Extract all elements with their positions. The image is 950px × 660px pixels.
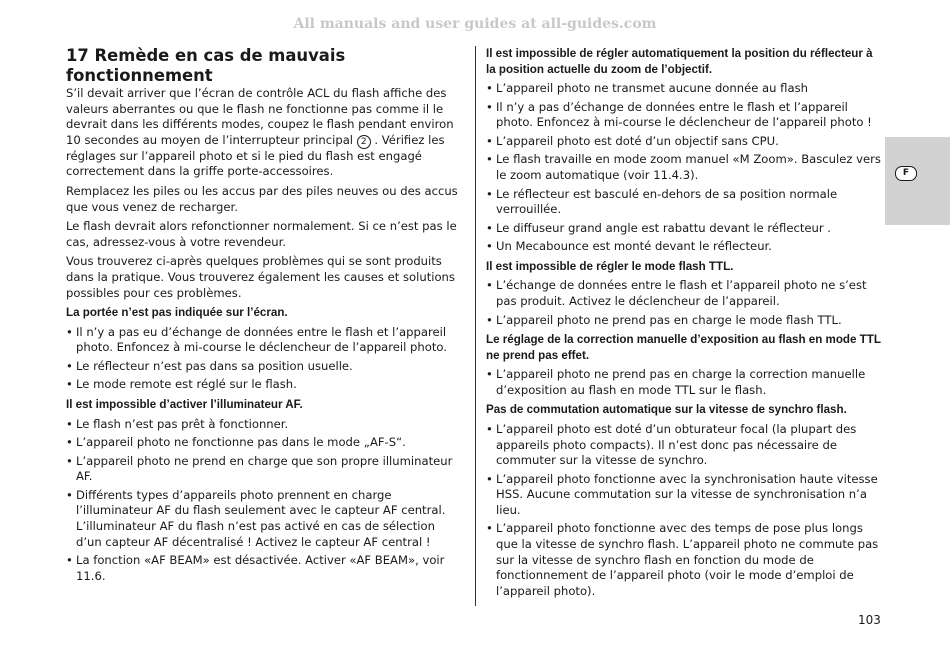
bullet-list — [486, 81, 882, 255]
list-item: • Le mode remote est réglé sur le flash. — [66, 377, 464, 393]
left-column — [66, 46, 464, 587]
intro-paragraph: Vous trouverez ci-après quelques problèmes qui se sont produits dans la pratique. Vous trouverez également les causes et solutions possibles pour ces problèmes. — [66, 254, 455, 300]
list-item: • Le flash n’est pas prêt à fonctionner. — [66, 417, 464, 433]
watermark: All manuals and user guides at all-guides.com — [293, 16, 657, 32]
list-item: • L’appareil photo fonctionne avec la synchronisation haute vitesse HSS. Aucune commutation sur la vitesse de synchronisation n’a lieu. — [486, 472, 882, 519]
list-item: • L’appareil photo ne prend pas en charge la correction manuelle d’exposition au flash en mode TTL sur le flash. — [486, 367, 882, 398]
list-item: • La fonction «AF BEAM» est désactivée. Activer «AF BEAM», voir 11.6. — [66, 553, 464, 584]
section-heading: Il est impossible de régler le mode flash TTL. — [486, 259, 734, 273]
list-item: • Le diffuseur grand angle est rabattu devant le réflecteur . — [486, 221, 882, 237]
section-heading: Il est impossible de régler automatiquement la position du réflecteur à la position actuelle du zoom de l’objectif. — [486, 47, 873, 76]
page-title: 17 Remède en cas de mauvais fonctionnement — [66, 46, 346, 85]
list-item: • Il n’y a pas d’échange de données entre le flash et l’appareil photo. Enfoncez à mi-course le déclencheur de l’appareil photo ! — [486, 100, 882, 131]
list-item: • Il n’y a pas eu d’échange de données entre le flash et l’appareil photo. Enfoncez à mi-course le déclencheur de l’appareil photo. — [66, 325, 464, 356]
list-item: • L’appareil photo est doté d’un obturateur focal (la plupart des appareils photo compacts). Il n’est donc pas nécessaire de commuter sur la vitesse de synchro. — [486, 422, 882, 469]
list-item: • L’appareil photo ne fonctionne pas dans le mode „AF-S“. — [66, 435, 464, 451]
intro-paragraph: Remplacez les piles ou les accus par des piles neuves ou des accus que vous venez de recharger. — [66, 183, 458, 214]
bullet-list — [66, 417, 464, 585]
section-heading: Il est impossible d’activer l’illuminateur AF. — [66, 398, 303, 411]
list-item: • Le réflecteur n’est pas dans sa position usuelle. — [66, 359, 464, 375]
right-column — [486, 46, 882, 602]
list-item: • L’échange de données entre le flash et l’appareil photo ne s’est pas produit. Activez le déclencheur de l’appareil. — [486, 278, 882, 309]
page-number: 103 — [858, 613, 881, 627]
list-item: • Le réflecteur est basculé en-dehors de sa position normale verrouillée. — [486, 187, 882, 218]
bullet-list — [486, 278, 882, 328]
language-tab — [885, 137, 950, 225]
column-divider — [475, 46, 476, 606]
list-item: • L’appareil photo ne prend pas en charge le mode flash TTL. — [486, 313, 882, 329]
list-item: • L’appareil photo fonctionne avec des temps de pose plus longs que la vitesse de synchro flash. L’appareil photo ne commute pas sur la vitesse de synchro flash en fonction du mode de fonctionnement de l’appareil photo (voir le mode d’emploi de l’appareil photo). — [486, 521, 882, 599]
intro-paragraph: S’il devait arriver que l’écran de contrôle ACL du flash affiche des valeurs aberrantes ou que le flash ne fonctionne pas comme il le devrait dans les différents modes, coupez le flash pendant environ 10 secondes au moyen de l’interrupteur principal 2 . Vérifiez les réglages sur l’appareil photo et si le pied du flash est engagé correctement dans la griffe porte-accessoires. — [66, 86, 454, 179]
list-item: • L’appareil photo ne prend en charge que son propre illuminateur AF. — [66, 454, 464, 485]
list-item: • Un Mecabounce est monté devant le réflecteur. — [486, 239, 882, 255]
section-heading: Le réglage de la correction manuelle d’exposition au flash en mode TTL ne prend pas effet. — [486, 333, 881, 362]
list-item: • Le flash travaille en mode zoom manuel «M Zoom». Basculez vers le zoom automatique (voir 11.4.3). — [486, 152, 882, 183]
circled-number-icon: 2 — [357, 135, 371, 149]
section-heading: Pas de commutation automatique sur la vitesse de synchro flash. — [486, 403, 847, 417]
language-badge: F — [895, 166, 917, 181]
bullet-list — [486, 422, 882, 600]
bullet-list — [486, 367, 882, 398]
section-heading: La portée n’est pas indiquée sur l’écran. — [66, 306, 288, 320]
list-item: • Différents types d’appareils photo prennent en charge l’illuminateur AF du flash seulement avec le capteur AF central. L’illuminateur AF du flash n’est pas activé en cas de sélection d’un capteur AF décentralisé ! Activez le capteur AF central ! — [66, 488, 464, 550]
bullet-list — [66, 325, 464, 393]
intro-paragraph: Le flash devrait alors refonctionner normalement. Si ce n’est pas le cas, adressez-vous à votre revendeur. — [66, 219, 457, 249]
list-item: • L’appareil photo ne transmet aucune donnée au flash — [486, 81, 882, 97]
list-item: • L’appareil photo est doté d’un objectif sans CPU. — [486, 134, 882, 150]
